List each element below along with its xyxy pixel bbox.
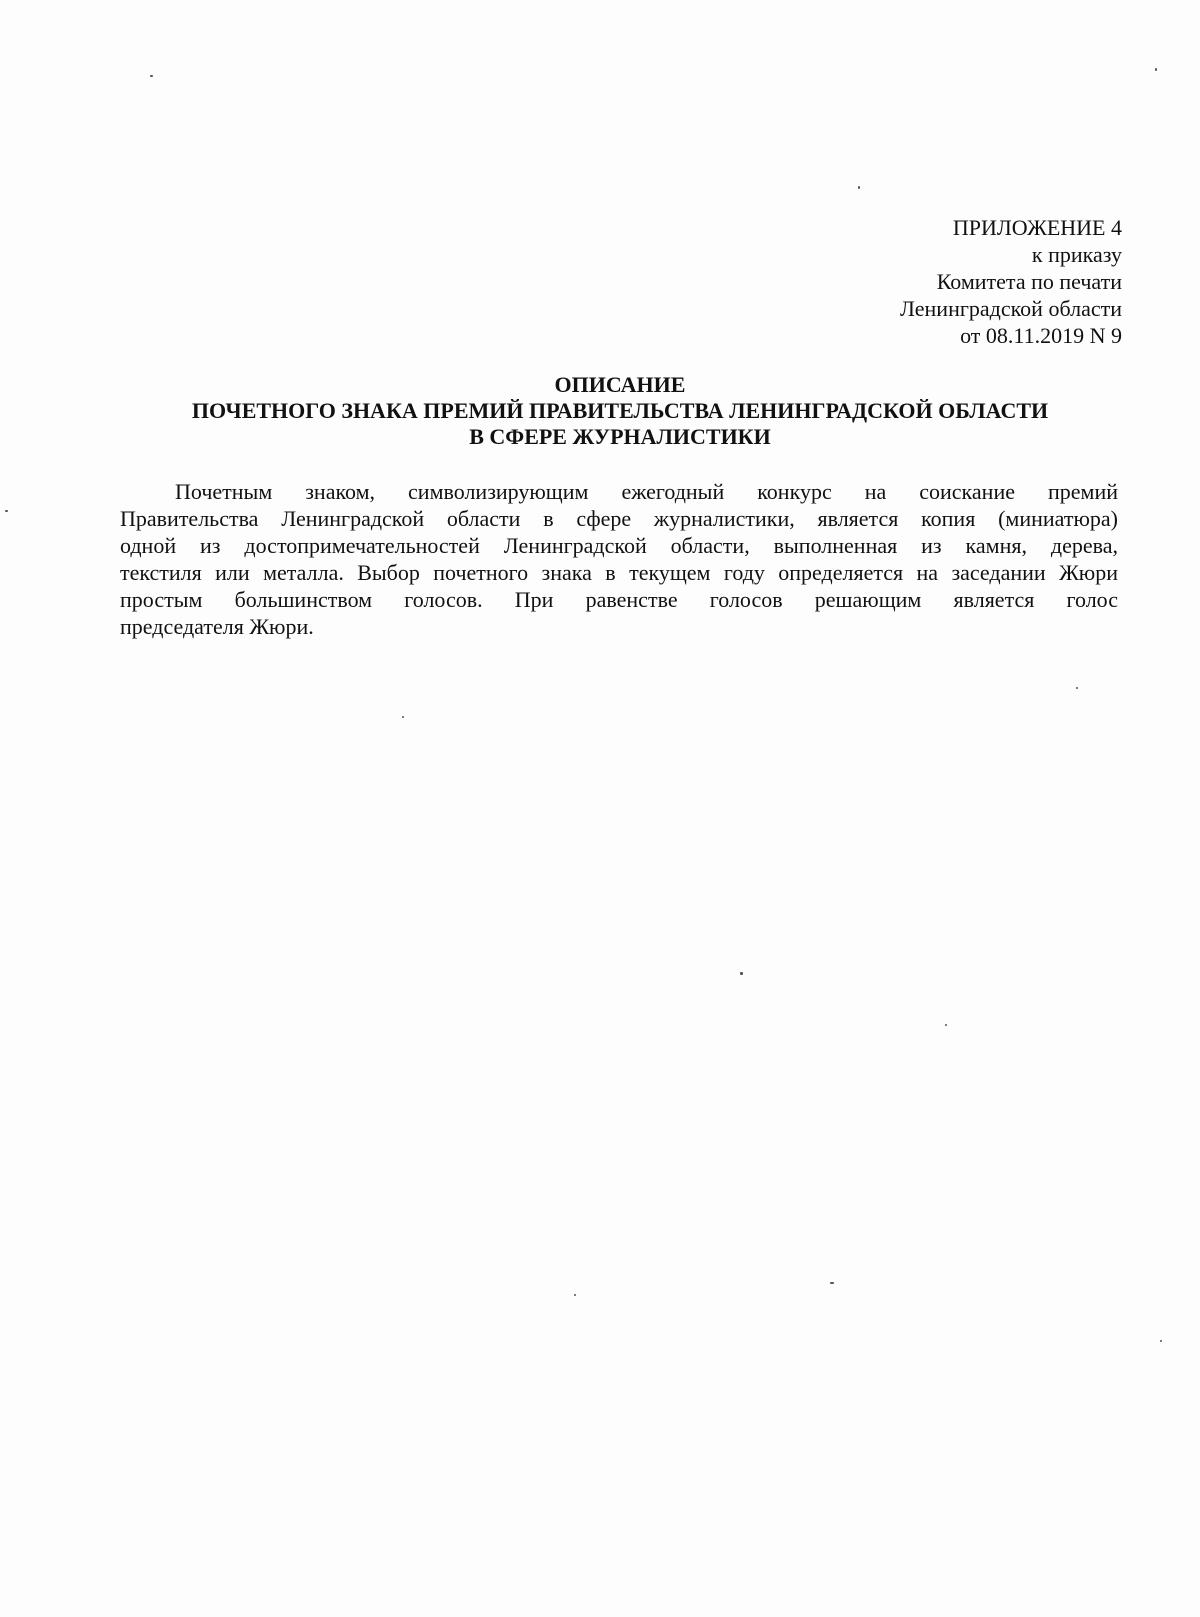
body-line: председателя Жюри.	[120, 614, 314, 639]
appendix-region: Ленинградской области	[900, 296, 1122, 321]
body-line: одной из достопримечательностей Ленинградской области, выполненная из камня, дерева,	[120, 533, 1118, 558]
scan-speck	[150, 75, 153, 77]
scan-speck	[1076, 687, 1078, 689]
appendix-date: от 08.11.2019 N 9	[960, 323, 1122, 348]
heading-subtitle: ПОЧЕТНОГО ЗНАКА ПРЕМИЙ ПРАВИТЕЛЬСТВА ЛЕНИНГРАДСКОЙ ОБЛАСТИ	[191, 398, 1049, 423]
scan-speck	[1160, 1340, 1162, 1342]
scan-speck	[402, 716, 404, 718]
scan-speck	[945, 1024, 947, 1026]
scan-speck	[830, 1282, 834, 1284]
heading-title: ОПИСАНИЕ	[554, 372, 686, 397]
document-heading	[100, 372, 1140, 450]
body-line: Почетным знаком, символизирующим ежегодный конкурс на соискание премий	[175, 479, 1118, 504]
scan-speck	[1155, 68, 1157, 71]
body-line: Правительства Ленинградской области в сфере журналистики, является копия (миниатюра)	[120, 506, 1118, 531]
body-paragraph	[120, 478, 1118, 640]
scan-speck	[858, 186, 860, 189]
appendix-order-ref: к приказу	[1031, 242, 1122, 267]
heading-subtitle-2: В СФЕРЕ ЖУРНАЛИСТИКИ	[469, 424, 771, 449]
appendix-number: ПРИЛОЖЕНИЕ 4	[952, 215, 1122, 240]
appendix-committee: Комитета по печати	[936, 269, 1122, 294]
appendix-block	[662, 214, 1122, 349]
scan-speck	[740, 972, 743, 975]
body-line: простым большинством голосов. При равенстве голосов решающим является голос	[120, 587, 1118, 612]
body-line: текстиля или металла. Выбор почетного знака в текущем году определяется на заседании Жюри	[120, 560, 1118, 585]
scan-speck	[5, 510, 8, 512]
scan-speck	[574, 1294, 576, 1296]
